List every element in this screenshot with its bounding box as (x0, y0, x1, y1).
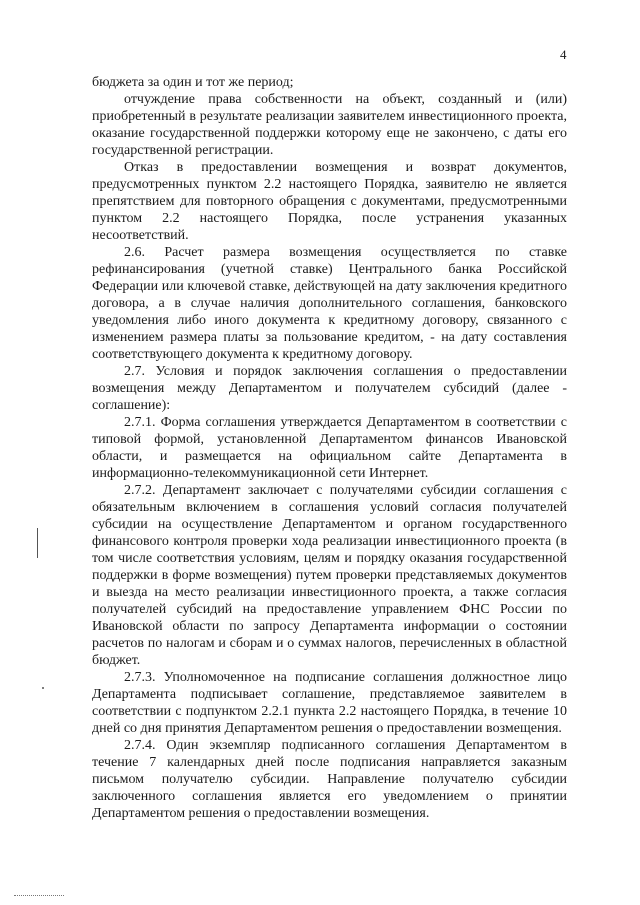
paragraph-2-7-2: 2.7.2. Департамент заключает с получателями субсидии соглашения с обязательным включением в соглашения условий согласия получателей субсидии на осуществление Департаментом и органом государственного финансового контроля проверки хода реализации инвестиционного проекта (в том числе соответствия условиям, целям и порядку оказания государственной поддержки в форме возмещения) путем проверки представляемых документов и выезда на место реализации инвестиционного проекта, а также согласия получателей субсидий на предоставление управлением ФНС России по Ивановской области по запросу Департамента информации о состоянии расчетов по налогам и сборам и о суммах налогов, перечисленных в областной бюджет. (92, 483, 567, 668)
paragraph-2-7-1: 2.7.1. Форма соглашения утверждается Департаментом в соответствии с типовой формой, установленной Департаментом финансов Ивановской области, и размещается на официальном сайте Департамента в информационно-телекоммуникационной сети Интернет. (92, 415, 567, 481)
margin-mark (37, 528, 38, 558)
paragraph-ownership-alienation: отчуждение права собственности на объект, созданный и (или) приобретенный в результате реализации заявителем инвестиционного проекта, оказание государственной поддержки которому еще не закончено, с даты его государственной регистрации. (92, 92, 567, 158)
paragraph-budget-period: бюджета за один и тот же период; (92, 75, 294, 90)
document-body (92, 74, 567, 822)
paragraph-2-6: 2.6. Расчет размера возмещения осуществляется по ставке рефинансирования (учетной ставке) Центрального банка Российской Федерации или ключевой ставке, действующей на дату заключения кредитного договора, а в случае наличия дополнительного соглашения, банковского уведомления либо иного документа к кредитному договору, связанного с изменением размера платы за пользование кредитом, - на дату составления соответствующего документа к кредитному договору. (92, 245, 567, 362)
paragraph-2-7: 2.7. Условия и порядок заключения соглашения о предоставлении возмещения между Департаментом и получателем субсидий (далее - соглашение): (92, 364, 567, 413)
bottom-scan-mark (14, 895, 64, 896)
paragraph-2-7-4: 2.7.4. Один экземпляр подписанного соглашения Департаментом в течение 7 календарных дней после подписания направляется заказным письмом получателю субсидии. Направление получателю субсидии заключенного соглашения является его уведомлением о принятии Департаментом решения о предоставлении возмещения. (92, 738, 567, 821)
page-number: 4 (560, 47, 567, 62)
paragraph-2-7-3: 2.7.3. Уполномоченное на подписание соглашения должностное лицо Департамента подписывает соглашение, представляемое заявителем в соответствии с подпунктом 2.2.1 пункта 2.2 настоящего Порядка, в течение 10 дней со дня принятия Департаментом решения о предоставлении возмещения. (92, 670, 567, 736)
margin-dot (42, 687, 44, 689)
paragraph-refusal: Отказ в предоставлении возмещения и возврат документов, предусмотренных пунктом 2.2 настоящего Порядка, заявителю не является препятствием для повторного обращения с документами, предусмотренными пунктом 2.2 настоящего Порядка, после устранения указанных несоответствий. (92, 160, 567, 243)
